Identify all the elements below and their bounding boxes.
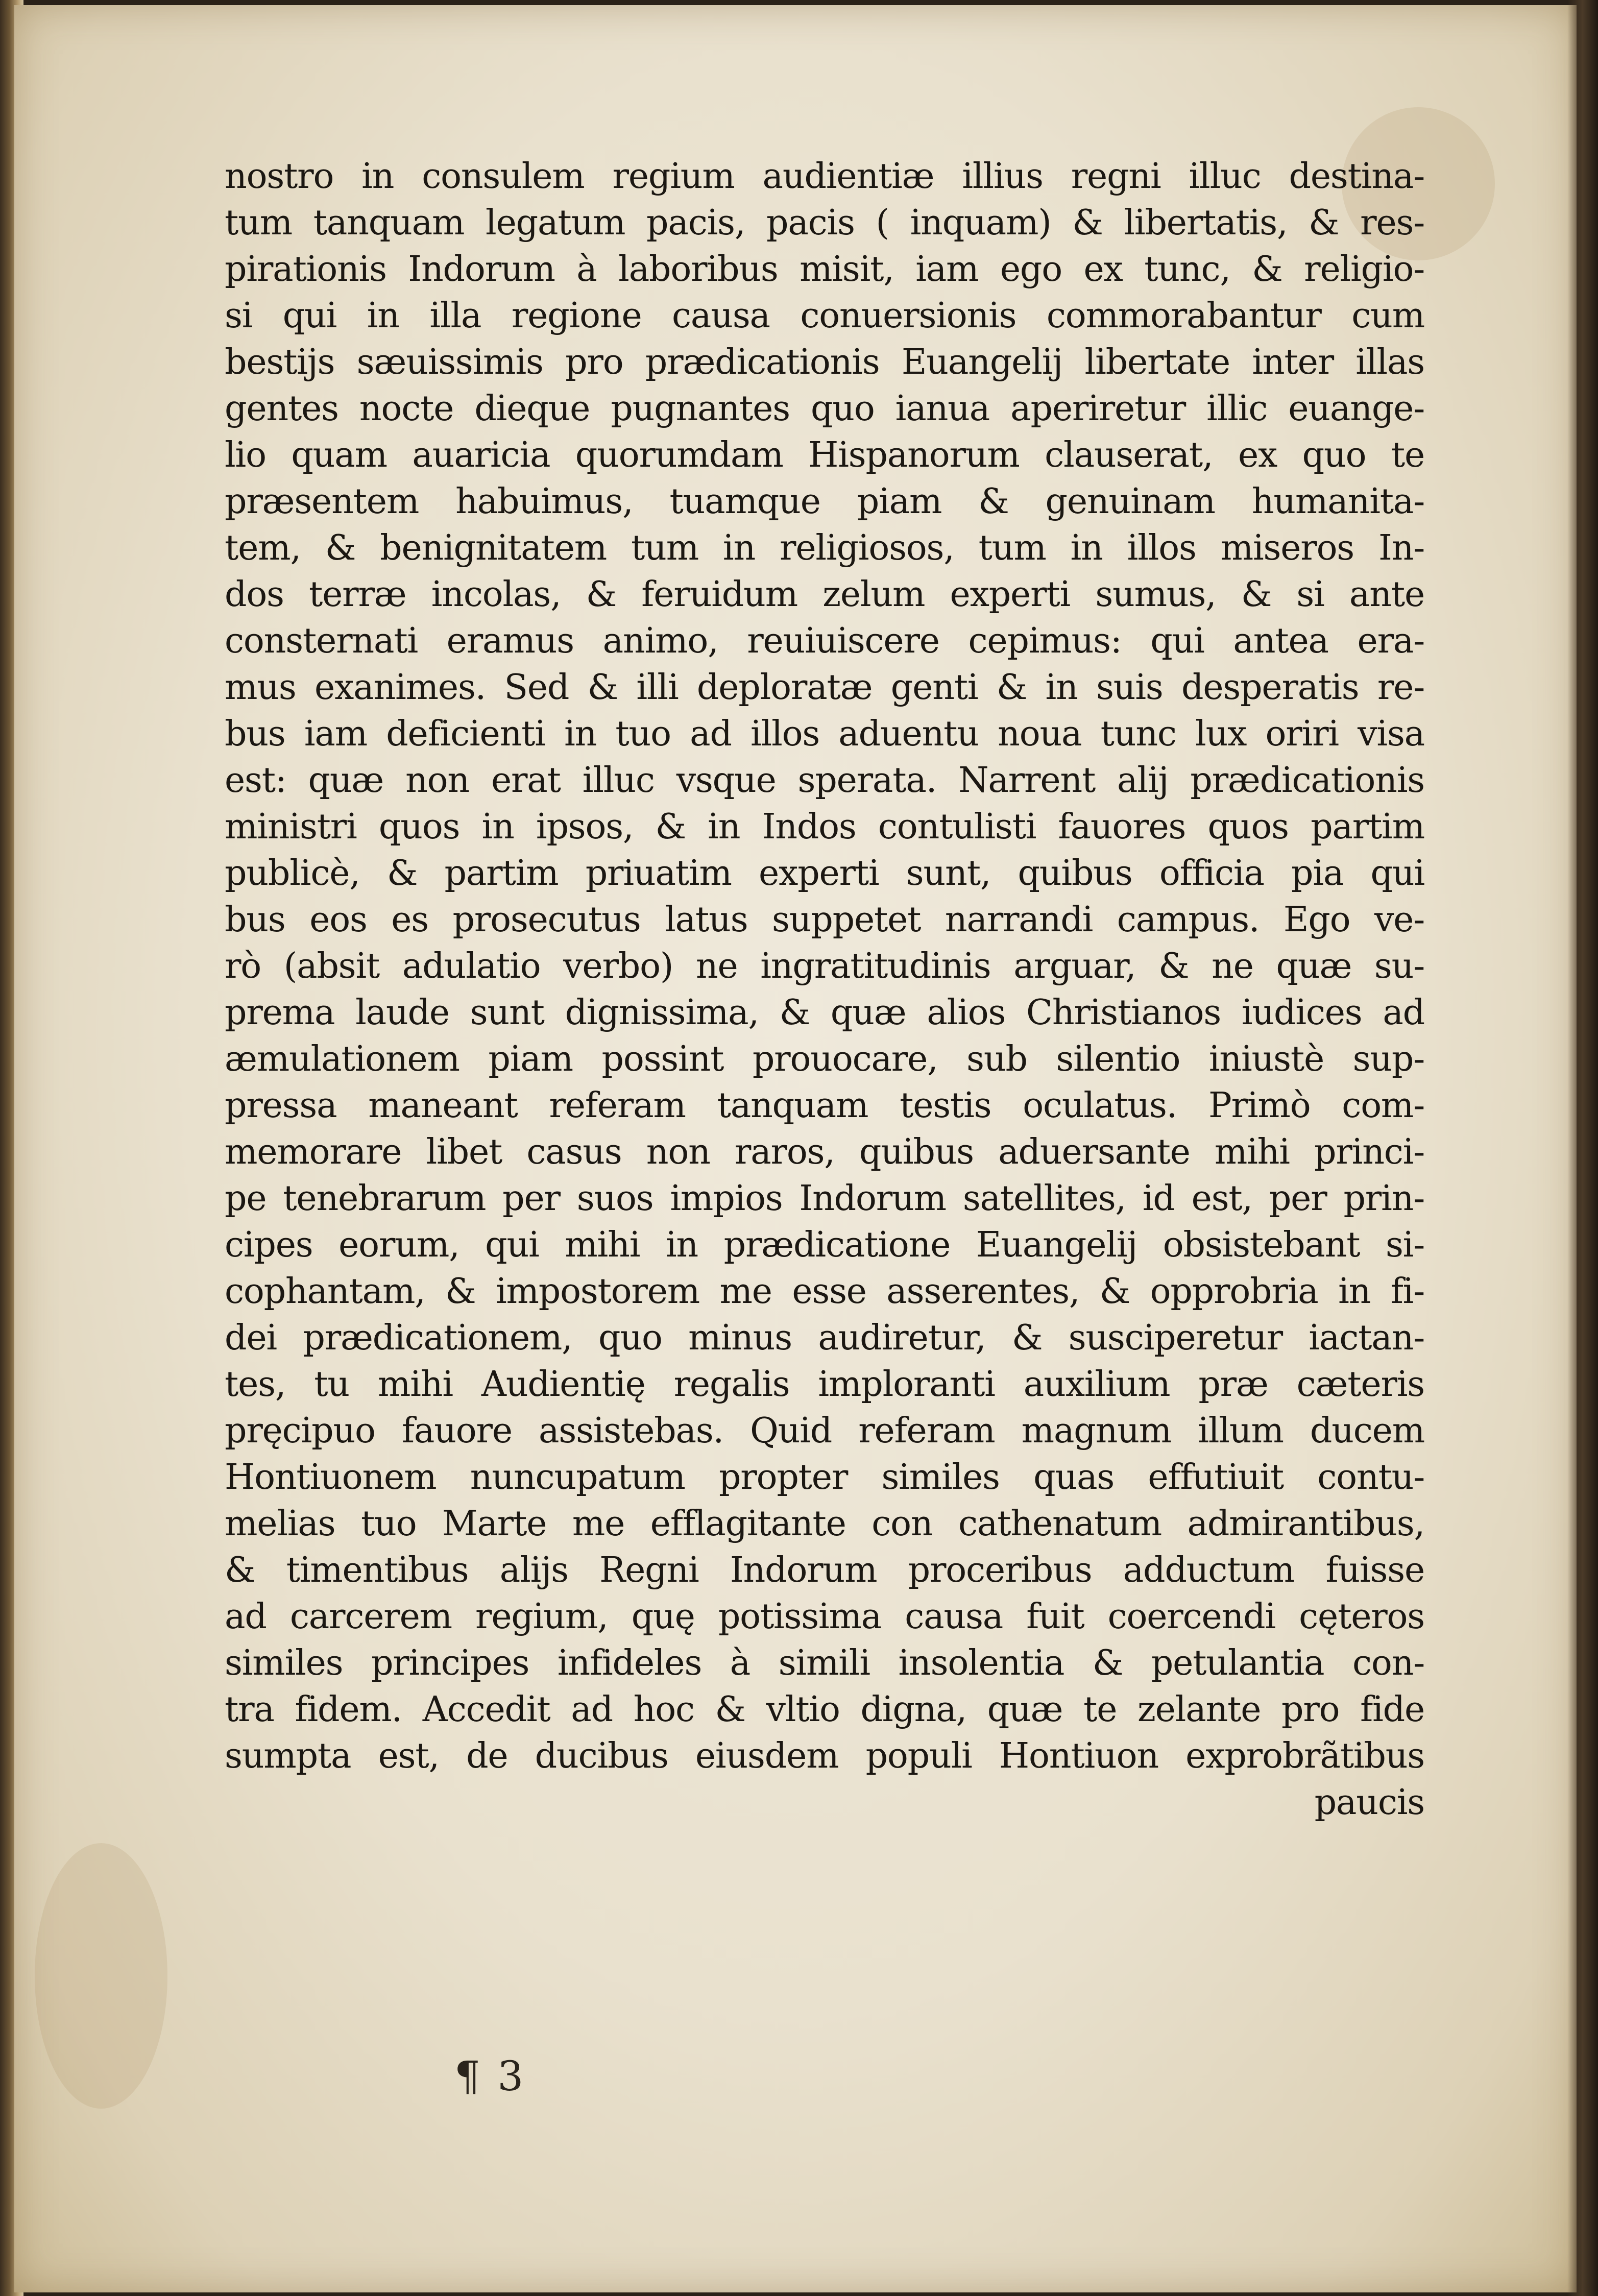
text-line: sumpta est, de ducibus eiusdem populi Hontiuon exprobrãtibus xyxy=(225,1736,1424,1776)
text-line: tes, tu mihi Audientię regalis imploranti auxilium præ cæteris xyxy=(225,1364,1424,1405)
text-line: cophantam, & impostorem me esse asserentes, & opprobria in fi- xyxy=(225,1271,1424,1312)
text-line: melias tuo Marte me efflagitante con cathenatum admirantibus, xyxy=(225,1504,1424,1544)
text-line: publicè, & partim priuatim experti sunt, quibus officia pia qui xyxy=(225,853,1424,893)
text-line: nostro in consulem regium audientiæ illius regni illuc destina- xyxy=(225,156,1424,197)
text-line: tum tanquam legatum pacis, pacis ( inquam) & libertatis, & res- xyxy=(225,203,1424,243)
text-line: pe tenebrarum per suos impios Indorum satellites, id est, per prin- xyxy=(225,1178,1424,1219)
text-line: tem, & benignitatem tum in religiosos, tum in illos miseros In- xyxy=(225,528,1424,568)
text-line: Hontiuonem nuncupatum propter similes quas effutiuit contu- xyxy=(225,1457,1424,1497)
text-line: consternati eramus animo, reuiuiscere cepimus: qui antea era- xyxy=(225,621,1424,661)
text-line: præsentem habuimus, tuamque piam & genuinam humanita- xyxy=(225,481,1424,522)
signature-mark: ¶ 3 xyxy=(454,2052,526,2100)
text-line: memorare libet casus non raros, quibus aduersante mihi princi- xyxy=(225,1132,1424,1172)
text-line: est: quæ non erat illuc vsque sperata. Narrent alij prædicationis xyxy=(225,760,1424,801)
text-line: gentes nocte dieque pugnantes quo ianua aperiretur illic euange- xyxy=(225,389,1424,429)
text-line: mus exanimes. Sed & illi deploratæ genti & in suis desperatis re- xyxy=(225,667,1424,708)
text-line: similes principes infideles à simili insolentia & petulantia con- xyxy=(225,1643,1424,1683)
text-line: tra fidem. Accedit ad hoc & vltio digna, quæ te zelante pro fide xyxy=(225,1689,1424,1730)
catchword: paucis xyxy=(1314,1782,1424,1823)
text-body xyxy=(225,153,1424,1826)
text-line: si qui in illa regione causa conuersionis commorabantur cum xyxy=(225,296,1424,336)
text-line: dos terræ incolas, & feruidum zelum experti sumus, & si ante xyxy=(225,574,1424,615)
paper-stain xyxy=(35,1843,167,2109)
text-line: cipes eorum, qui mihi in prædicatione Euangelij obsistebant si- xyxy=(225,1225,1424,1265)
text-line: rò (absit adulatio verbo) ne ingratitudinis arguar, & ne quæ su- xyxy=(225,946,1424,986)
text-line: bus eos es prosecutus latus suppetet narrandi campus. Ego ve- xyxy=(225,900,1424,940)
text-line: pirationis Indorum à laboribus misit, iam ego ex tunc, & religio- xyxy=(225,249,1424,289)
text-line: bestijs sæuissimis pro prædicationis Euangelij libertate inter illas xyxy=(225,342,1424,382)
text-line: dei prædicationem, quo minus audiretur, & susciperetur iactan- xyxy=(225,1318,1424,1358)
text-line: æmulationem piam possint prouocare, sub silentio iniustè sup- xyxy=(225,1039,1424,1079)
text-line: & timentibus alijs Regni Indorum proceribus adductum fuisse xyxy=(225,1550,1424,1590)
text-line: bus iam deficienti in tuo ad illos aduentu noua tunc lux oriri visa xyxy=(225,714,1424,754)
text-line: pręcipuo fauore assistebas. Quid referam magnum illum ducem xyxy=(225,1411,1424,1451)
text-line: prema laude sunt dignissima, & quæ alios Christianos iudices ad xyxy=(225,993,1424,1033)
text-line: pressa maneant referam tanquam testis oculatus. Primò com- xyxy=(225,1085,1424,1126)
text-line: ad carcerem regium, quę potissima causa fuit coercendi cęteros xyxy=(225,1597,1424,1637)
text-line: lio quam auaricia quorumdam Hispanorum clauserat, ex quo te xyxy=(225,435,1424,475)
page-shadow-edge xyxy=(1567,0,1598,2296)
text-line: ministri quos in ipsos, & in Indos contulisti fauores quos partim xyxy=(225,807,1424,847)
